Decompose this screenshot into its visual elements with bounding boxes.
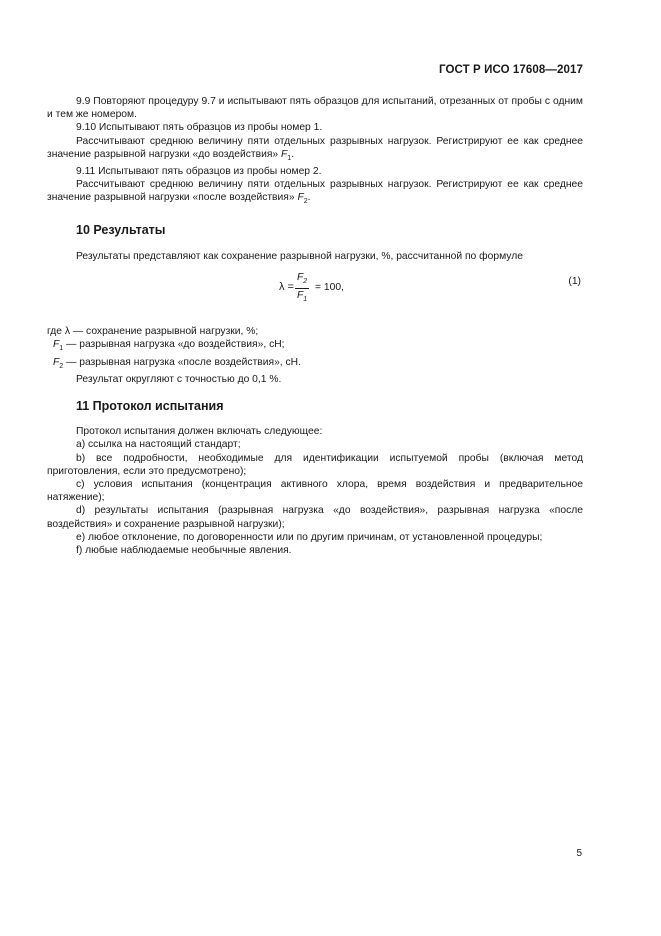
definition-f1: $F_1$ — разрывная нагрузка «до воздействия», сН; <box>53 339 285 353</box>
formula-rhs: = 100, <box>315 282 344 294</box>
clause-9-11: 9.11 Испытывают пять образцов из пробы номер 2. <box>76 166 322 178</box>
clause-9-10: 9.10 Испытывают пять образцов из пробы номер 1. <box>76 122 323 134</box>
list-item: b) все подробности, необходимые для идентификации испытуемой пробы (включая метод приготовления, если это предусмотрено); <box>47 452 583 477</box>
formula-fraction: $\frac{F_2}{F_1}$ <box>297 272 308 304</box>
clause-9-11-calc: Рассчитывают среднюю величину пяти отдельных разрывных нагрузок. Регистрируют ее как среднее значение разрывной нагрузки «после воздействия» $F_2$. <box>47 179 583 206</box>
list-item: d) результаты испытания (разрывная нагрузка «до воздействия», разрывная нагрузка «после воздействия» и сохранение разрывной нагрузки); <box>47 505 583 530</box>
document-body <box>47 95 583 557</box>
section-11-intro: Протокол испытания должен включать следующее: <box>76 426 323 438</box>
definition-lambda: где λ — сохранение разрывной нагрузки, %; <box>47 326 259 338</box>
page-number: 5 <box>576 848 582 859</box>
list-item: f) любые наблюдаемые необычные явления. <box>76 545 292 557</box>
clause-9-10-calc: Рассчитывают среднюю величину пяти отдельных разрывных нагрузок. Регистрируют ее как среднее значение разрывной нагрузки «до воздействия» $F_1$. <box>47 135 583 162</box>
section-11-title: 11 Протокол испытания <box>76 399 224 414</box>
rounding-note: Результат округляют с точностью до 0,1 %. <box>76 373 282 385</box>
list-item: e) любое отклонение, по договоренности или по другим причинам, от установленной процедуры; <box>76 531 543 543</box>
formula-number: (1) <box>568 276 581 288</box>
definition-f2: $F_2$ — разрывная нагрузка «после воздействия», сН. <box>53 356 301 370</box>
list-item: c) условия испытания (концентрация активного хлора, время воздействия и предварительное натяжение); <box>47 479 583 504</box>
standard-code: ГОСТ Р ИСО 17608—2017 <box>438 64 583 76</box>
section-10-intro: Результаты представляют как сохранение разрывной нагрузки, %, рассчитанной по формуле <box>76 250 523 262</box>
clause-9-9: 9.9 Повторяют процедуру 9.7 и испытывают пять образцов для испытаний, отрезанных от пробы с одним и тем же номером. <box>47 96 583 121</box>
formula-1 <box>47 271 583 321</box>
section-10-title: 10 Результаты <box>76 222 166 237</box>
formula-lhs: λ = <box>279 281 294 294</box>
list-item: a) ссылка на настоящий стандарт; <box>76 439 241 451</box>
